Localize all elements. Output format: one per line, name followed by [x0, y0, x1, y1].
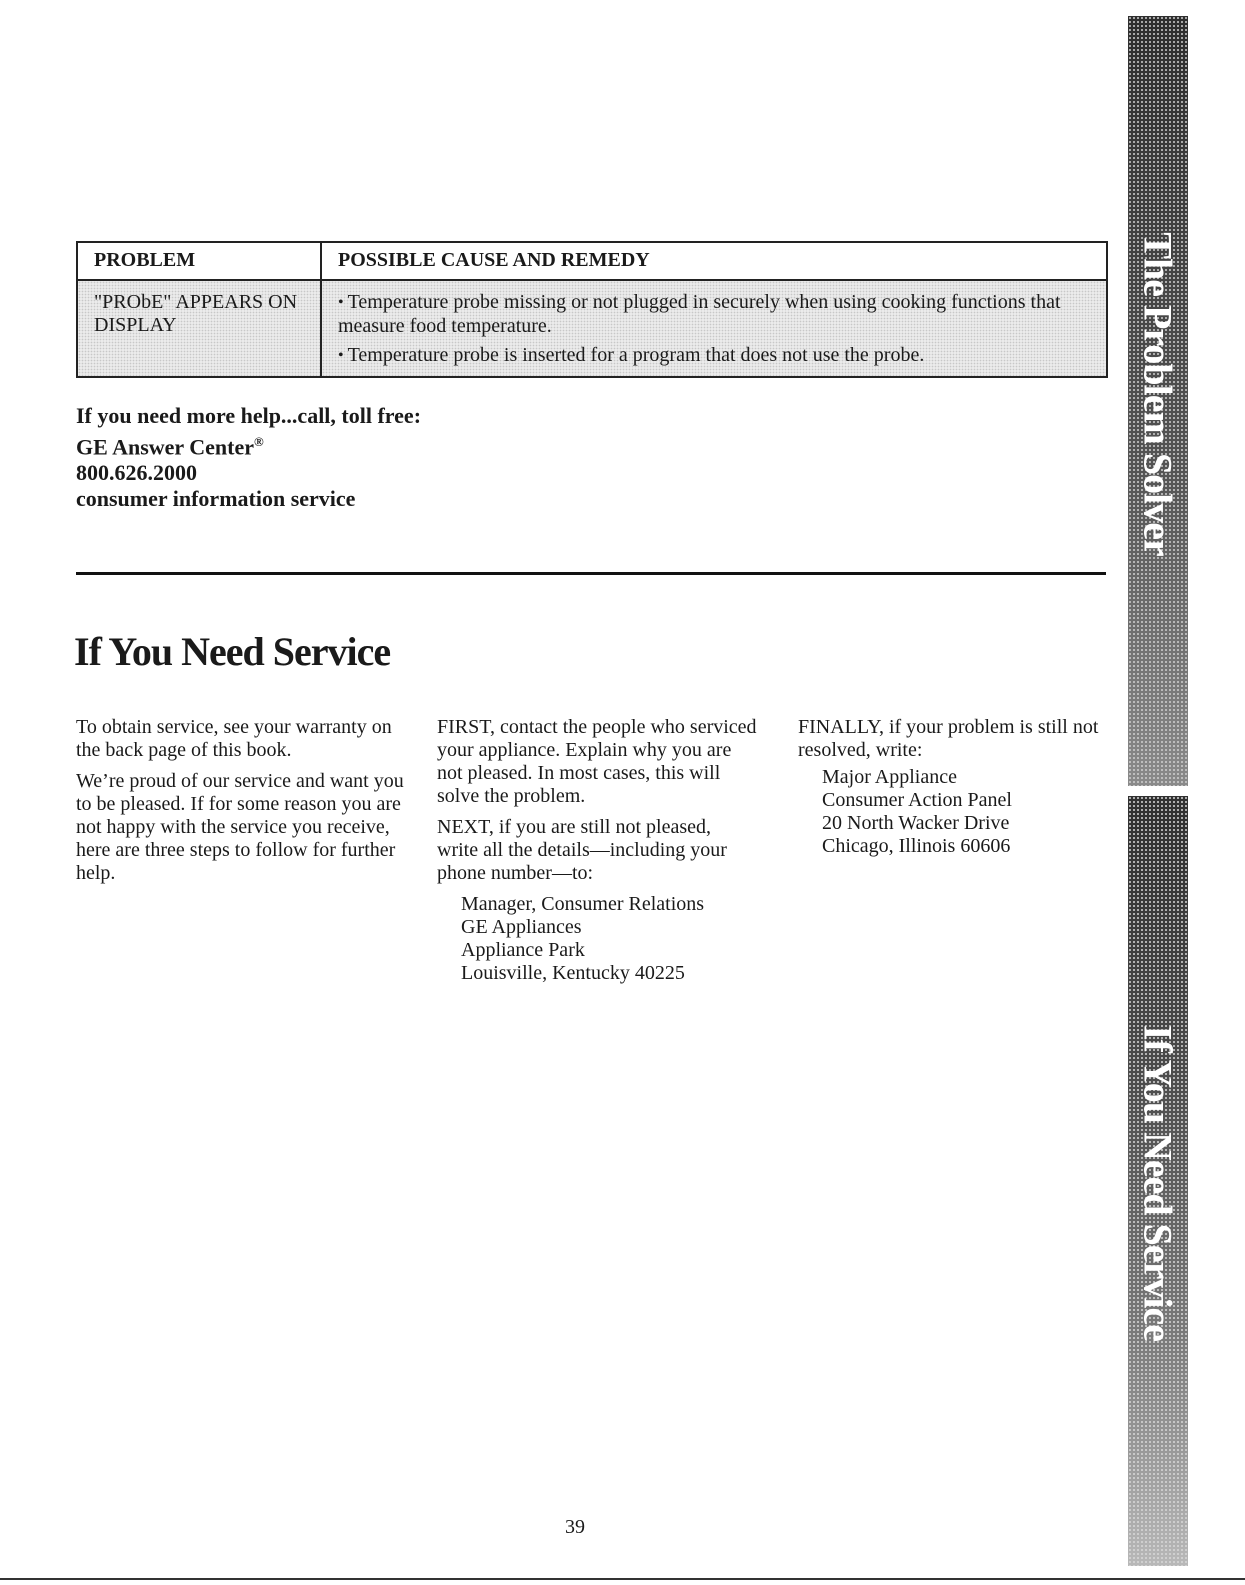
col2-paragraph-first: FIRST, contact the people who serviced your appliance. Explain why you are not pleased. In most cases, this will solve the problem. — [437, 716, 757, 807]
col1-paragraph: To obtain service, see your warranty on the back page of this book. — [76, 716, 392, 761]
column-first-next — [437, 716, 757, 985]
address-line: Manager, Consumer Relations — [461, 893, 705, 915]
tab-problem-solver — [1128, 16, 1188, 786]
problem-text: "PRObE" APPEARS ON DISPLAY — [94, 291, 298, 336]
tab-if-you-need-service — [1128, 796, 1188, 1566]
address-line: Major Appliance — [822, 766, 957, 788]
column-finally — [798, 716, 1108, 858]
address-line: GE Appliances — [461, 916, 582, 938]
section-title: If You Need Service — [74, 629, 391, 674]
address-consumer-relations — [461, 893, 757, 985]
header-cause-remedy: POSSIBLE CAUSE AND REMEDY — [321, 242, 1107, 280]
col1-paragraph: We’re proud of our service and want you to be pleased. If for some reason you are not happy with the service you receive, here are three steps to follow for further help. — [76, 770, 404, 884]
address-action-panel — [822, 766, 1108, 858]
help-intro: If you need more help...call, toll free: — [76, 403, 422, 428]
problem-table — [76, 241, 1108, 378]
remedy-item: • Temperature probe missing or not plugged in securely when using cooking functions that measure food temperature. — [338, 291, 1061, 337]
bullet-icon: • — [338, 347, 344, 364]
column-intro — [76, 716, 406, 893]
address-line: 20 North Wacker Drive — [822, 812, 1010, 834]
page-bottom-edge — [0, 1578, 1245, 1580]
remedy-cell — [321, 280, 1107, 377]
help-service-line: consumer information service — [76, 486, 356, 512]
remedy-item: • Temperature probe is inserted for a program that does not use the probe. — [338, 344, 925, 366]
page-number: 39 — [565, 1516, 585, 1538]
bullet-icon: • — [338, 294, 344, 311]
address-line: Consumer Action Panel — [822, 789, 1012, 811]
tab-label: If You Need Service — [1135, 1024, 1181, 1342]
address-line: Appliance Park — [461, 939, 585, 961]
problem-cell — [77, 280, 321, 377]
section-divider — [76, 572, 1106, 575]
address-line: Chicago, Illinois 60606 — [822, 835, 1011, 857]
help-phone: 800.626.2000 — [76, 460, 197, 486]
tab-label: The Problem Solver — [1135, 232, 1181, 556]
col3-paragraph: FINALLY, if your problem is still not resolved, write: — [798, 716, 1099, 761]
header-problem: PROBLEM — [77, 242, 321, 280]
help-contact-block — [76, 403, 421, 512]
answer-center-line: GE Answer Center® — [76, 434, 264, 460]
registered-mark: ® — [254, 434, 264, 449]
address-line: Louisville, Kentucky 40225 — [461, 962, 685, 984]
col2-paragraph-next: NEXT, if you are still not pleased, write all the details—including your phone number—to: — [437, 816, 727, 884]
